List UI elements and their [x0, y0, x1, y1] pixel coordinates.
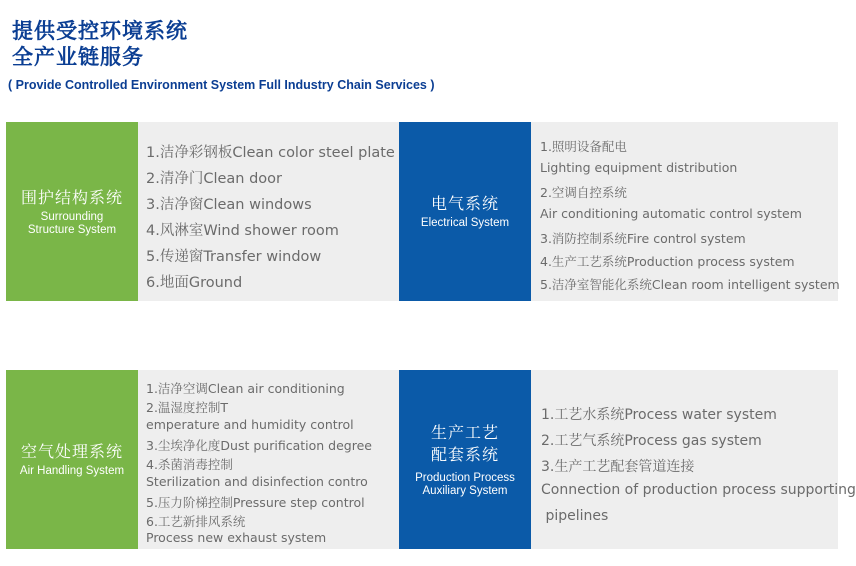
- list-item: pipelines: [541, 508, 609, 524]
- list-item: 3.尘埃净化度Dust purification degree: [146, 438, 372, 453]
- electrical-system-label: [399, 122, 531, 301]
- list-item: 2.空调自控系统: [540, 185, 627, 200]
- label-zh-line1: 生产工艺: [430, 422, 499, 442]
- page-title-line1: 提供受控环境系统: [12, 19, 188, 43]
- page-title-line2: 全产业链服务: [12, 45, 144, 69]
- list-item: Lighting equipment distribution: [540, 160, 738, 175]
- list-item: 3.消防控制系统Fire control system: [540, 231, 746, 246]
- air-handling-label: [6, 370, 138, 549]
- list-item: 2.温湿度控制T: [146, 400, 229, 415]
- list-item: 1.工艺水系统Process water system: [541, 407, 777, 423]
- list-item: 2.工艺气系统Process gas system: [541, 433, 762, 449]
- list-item: 6.工艺新排风系统: [146, 514, 246, 529]
- label-en: Air Handling System: [19, 465, 125, 477]
- label-zh: 围护结构系统: [20, 187, 123, 207]
- list-item: emperature and humidity control: [146, 417, 354, 432]
- list-item: 4.杀菌消毒控制: [146, 457, 233, 472]
- list-item: 1.照明设备配电: [540, 139, 627, 154]
- air-handling-list: [138, 370, 399, 549]
- label-en-line1: Production Process: [415, 471, 515, 484]
- label-en-line2: Auxiliary System: [422, 484, 508, 497]
- production-process-list: [531, 370, 856, 549]
- electrical-system-list: [531, 122, 838, 301]
- list-item: 6.地面Ground: [146, 275, 243, 291]
- list-item: 1.洁净彩钢板Clean color steel plate: [146, 145, 395, 161]
- page-subtitle: ( Provide Controlled Environment System Full Industry Chain Services ): [8, 78, 435, 92]
- list-item: Process new exhaust system: [146, 530, 327, 545]
- label-zh: 空气处理系统: [20, 442, 123, 461]
- list-item: 1.洁净空调Clean air conditioning: [146, 381, 345, 396]
- list-item: 4.风淋室Wind shower room: [146, 223, 339, 239]
- list-item: Sterilization and disinfection contro: [146, 474, 368, 489]
- list-item: 3.洁净窗Clean windows: [146, 197, 312, 213]
- list-item: Air conditioning automatic control system: [540, 206, 802, 221]
- label-en: Electrical System: [420, 217, 510, 229]
- label-zh-line2: 配套系统: [430, 444, 499, 464]
- list-item: Connection of production process supporting: [541, 482, 856, 498]
- list-item: 4.生产工艺系统Production process system: [540, 254, 795, 269]
- label-zh: 电气系统: [430, 194, 499, 213]
- label-en: Surrounding Structure System: [27, 210, 117, 236]
- list-item: 2.清净门Clean door: [146, 171, 283, 187]
- list-item: 3.生产工艺配套管道连接: [541, 459, 695, 475]
- list-item: 5.压力阶梯控制Pressure step control: [146, 495, 365, 510]
- list-item: 5.洁净室智能化系统Clean room intelligent system: [540, 277, 840, 292]
- surrounding-structure-label: [6, 122, 138, 301]
- production-process-label: [399, 370, 531, 549]
- surrounding-structure-list: [138, 122, 399, 301]
- list-item: 5.传递窗Transfer window: [146, 249, 322, 265]
